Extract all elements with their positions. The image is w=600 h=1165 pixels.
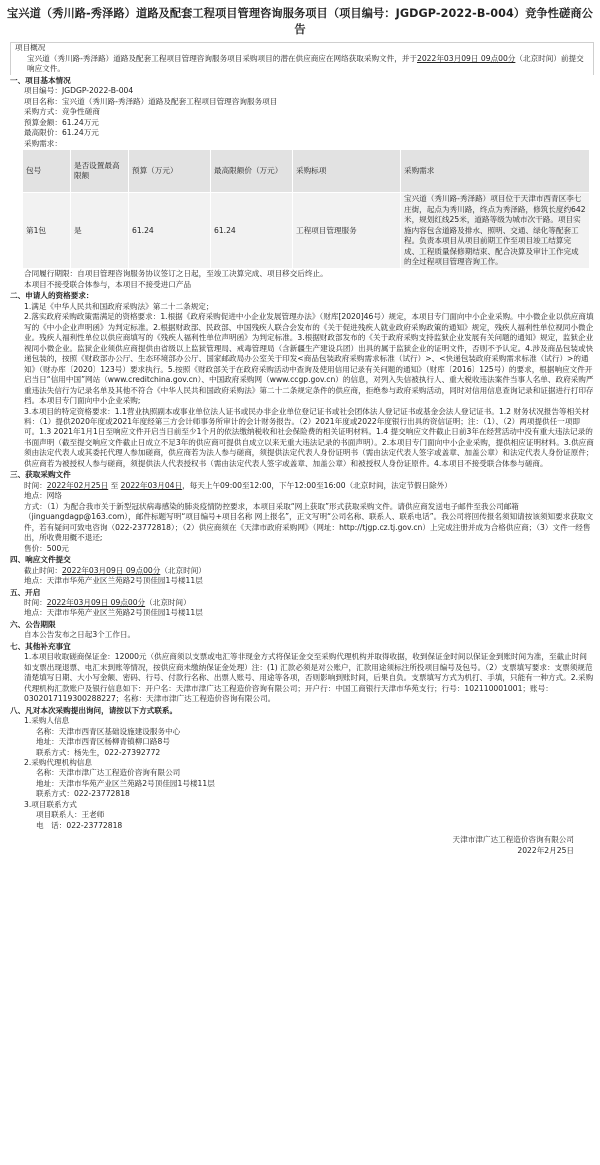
table-cell-package: 第1包	[23, 193, 71, 269]
purchaser-heading: 1.采购人信息	[24, 716, 70, 726]
purchaser-contact: 联系方式：杨先生，022-27392772	[36, 747, 161, 757]
opening-time-tz: （北京时间）	[145, 597, 191, 607]
agency-name: 名称：天津市津广达工程造价咨询有限公司	[36, 768, 181, 778]
table-header: 包号	[23, 150, 71, 193]
qualification-1: 1.满足《中华人民共和国政府采购法》第二十二条规定；	[24, 301, 214, 311]
table-header-row	[23, 150, 590, 193]
overview-box	[10, 42, 594, 74]
procurement-method: 采购方式：竞争性磋商	[24, 107, 100, 117]
project-contact-phone: 电 话：022-23772818	[36, 820, 123, 830]
notice-period: 自本公告发布之日起3个工作日。	[24, 630, 136, 640]
table-cell-need: 宝兴道（秀川路-秀泽路）项目位于天津市西青区李七庄街，起点为秀川路，终点为秀泽路，修筑长度约642米，规划红线25米，道路等级为城市次干路。项目实施内容包含道路及排水、照明、交通、绿化等配套工程。负责本项目从项目前期工作至项目竣工结算完成、工程质量保修期结束、配合决算及审计工作完成的全过程项目管理咨询工作。	[401, 193, 590, 269]
table-header: 是否设置最高限额	[71, 150, 129, 193]
submit-deadline-tz: （北京时间）	[160, 565, 206, 575]
obtain-start-date: 2022年02月25日	[46, 480, 109, 490]
submit-place: 地点：天津市华苑产业区兰苑路2号顶佳园1号楼11层	[24, 576, 203, 586]
table-cell-max: 61.24	[211, 193, 293, 269]
table-cell-item: 工程项目管理服务	[293, 193, 401, 269]
section-1-heading: 一、项目基本情况	[10, 75, 71, 85]
agency-heading: 2.采购代理机构信息	[24, 758, 92, 767]
obtain-place: 地点：网络	[24, 491, 62, 501]
needs-label: 采购需求：	[24, 138, 62, 148]
table-row	[23, 193, 590, 269]
section-8-heading: 八、凡对本次采购提出询问，请按以下方式联系。	[10, 705, 178, 715]
max-price: 最高限价：61.24万元	[24, 128, 99, 138]
table-header: 采购标项	[293, 150, 401, 193]
section-3-heading: 三、获取采购文件	[10, 470, 71, 480]
section-4-heading: 四、响应文件提交	[10, 555, 71, 565]
obtain-end-date: 2022年03月04日	[120, 480, 183, 490]
opening-place: 地点：天津市华苑产业区兰苑路2号顶佳园1号楼11层	[24, 608, 203, 618]
obtain-to: 至	[110, 480, 119, 490]
qualification-3: 3.本项目的特定资格要求：1.1营业执照副本或事业单位法人证书或民办非企业单位登记证书或社会团体法人登记证书或基金会法人登记证书。1.2 财务状况报告等相关材料：（1）提供2020年度或2021年度经第三方会计师事务所审计的会计财务报告。（2）2021年度或2022年度银行出具的资信证明；注：（1）、（2）两项提供任一项即可。1.3 2021年1月1日至响应文件开启当日前至少1个月的依法缴纳税收和社会保险费的相关证明材料。1.4 提交响应文件截止日前3年在经营活动中没有重大违法记录的书面声明（截至提交响应文件截止日成立不足3年的供应商可提供自成立以来无重大违法记录的书面声明）。2.本项目专门面向中小企业采购，提供相应证明材料。3.供应商须由法定代表人或其委托代理人参加磋商，供应商若为法人参与磋商，须提供法定代表人身份证明书（需由法定代表人签字或盖章、加盖公章）和法定代表人身份证原件；供应商若为被授权人参与磋商，须提供法人代表授权书（需由法定代表人签字或盖章、加盖公章）和被授权人身份证原件。4.本项目不接受联合体参与磋商。	[24, 406, 594, 468]
overview-text-2: （北京时间）前提交响应文件。	[27, 53, 584, 74]
table-header: 采购需求	[401, 150, 590, 193]
table-header: 最高限额价（万元）	[211, 150, 293, 193]
table-header: 预算（万元）	[129, 150, 211, 193]
submit-deadline-value: 2022年03月09日 09点00分	[61, 565, 161, 575]
obtain-time	[10, 481, 594, 491]
opening-time	[10, 598, 594, 608]
project-contact-heading: 3.项目联系方式	[24, 799, 77, 809]
footer-date: 2022年2月25日	[517, 845, 574, 855]
overview-deadline: 2022年03月09日 09点00分	[417, 53, 516, 63]
submit-deadline-label: 截止时间：	[24, 565, 62, 575]
opening-time-value: 2022年03月09日 09点00分	[46, 597, 146, 607]
table-cell-has-limit: 是	[71, 193, 129, 269]
project-number: 项目编号：JGDGP-2022-B-004	[24, 86, 134, 96]
obtain-time-rest: ，每天上午09:00至12:00，下午12:00至16:00（北京时间，法定节假日除外）	[182, 480, 452, 490]
overview-label: 项目概况	[15, 43, 46, 53]
agency-address: 地址：天津市华苑产业区兰苑路2号顶佳园1号楼11层	[36, 778, 215, 788]
submit-deadline	[10, 566, 594, 576]
obtain-time-label: 时间：	[24, 480, 47, 490]
section-6-heading: 六、公告期限	[10, 619, 56, 629]
supplementary-info: 1.本项目收取磋商保证金：12000元（供应商须以支票或电汇等非现金方式将保证金交至采购代理机构并取得收据，收到保证金时间以保证金到账时间为准，至截止时间如支票出现退票、电汇未到账等情况，按供应商未缴纳保证金处理）注：(1) 汇款必须是对公账户，汇款用途须标注所投项目编号及包号。（2）支票填写要求：支票须规范清楚填写日期、大小写金额、密码、行号、付款行名称、出票人账号、用途等各项，否则影响到账时间，后果自负。支票填写方式为机打、手填，只能有一种方式。2.采购代理机构汇款账户及银行信息如下：开户名：天津市津广达工程造价咨询有限公司；开户行：中国工商银行天津市华苑支行；行号：102110001001；账号：0302017119300288227；名称：天津市津广达工程造价咨询有限公司。	[24, 652, 594, 704]
footer-organization: 天津市津广达工程造价咨询有限公司	[452, 835, 574, 845]
section-7-heading: 七、其他补充事宜	[10, 641, 71, 651]
section-2-heading: 二、申请人的资格要求：	[10, 291, 94, 301]
contract-term: 合同履行期限：自项目管理咨询服务协议签订之日起，至竣工决算完成、项目移交后终止。	[24, 269, 328, 279]
qualification-2: 2.落实政府采购政策需满足的资格要求：1.根据《政府采购促进中小企业发展管理办法》（财库[2020]46号）规定，本项目专门面向中小企业采购。中小微企业以供应商填写的《中小企业声明函》为判定标准。2.根据财政部、民政部、中国残疾人联合会发布的《关于促进残疾人就业政府采购政策的通知》规定，残疾人福利性单位视同小微企业。残疾人福利性单位以供应商填写的《残疾人福利性单位声明函》为判定标准。3.根据财政部发布的《关于政府采购支持监狱企业发展有关问题的通知》规定，监狱企业视同小微企业。监狱企业须供应商提供由省级以上监狱管理局、戒毒管理局（含新疆生产建设兵团）出具的属于监狱企业的证明文件，否则不予认定。4.涉及商品包装或快递包装的，按照《财政部办公厅、生态环境部办公厅、国家邮政局办公室关于印发<商品包装政府采购需求标准（试行）>、<快递包装政府采购需求标准（试行）>的通知》（财办库〔2020〕123号）要求执行。5.按照《财政部关于在政府采购活动中查询及使用信用记录有关问题的通知》（财库〔2016〕125号）的要求，根据响应文件开启当日“信用中国”网站（www.creditchina.gov.cn）、中国政府采购网（www.ccgp.gov.cn）的信息，对列入失信被执行人、重大税收违法案件当事人名单、政府采购严重违法失信行为记录名单及其他不符合《中华人民共和国政府采购法》第二十二条规定条件的供应商，拒绝参与政府采购活动，同时对信用信息查询记录和证据进行打印存档。本项目专门面向中小企业采购;	[24, 312, 594, 406]
overview-text	[15, 54, 589, 75]
document-price: 售价：500元	[24, 543, 69, 553]
purchaser-name: 名称：天津市西青区基础设施建设服务中心	[36, 726, 181, 736]
section-5-heading: 五、开启	[10, 587, 41, 597]
table-cell-budget: 61.24	[129, 193, 211, 269]
notice-content	[0, 42, 600, 856]
agency-contact: 联系方式：022-23772818	[36, 789, 130, 799]
page-title: 宝兴道（秀川路-秀泽路）道路及配套工程项目管理咨询服务项目（项目编号：JGDGP-2022-B-004）竞争性磋商公告	[7, 7, 593, 37]
budget-amount: 预算金额：61.24万元	[24, 117, 99, 127]
requirements-table	[22, 149, 590, 269]
project-contact-person: 项目联系人：王老师	[36, 810, 105, 820]
overview-text-1: 宝兴道（秀川路-秀泽路）道路及配套工程项目管理咨询服务项目采购项目的潜在供应商应在网络获取采购文件，并于	[27, 53, 418, 63]
project-name: 项目名称：宝兴道（秀川路-秀泽路）道路及配套工程项目管理咨询服务项目	[24, 96, 278, 106]
consortium-note: 本项目不接受联合体参与，本项目不接受进口产品	[24, 279, 192, 289]
opening-time-label: 时间：	[24, 597, 47, 607]
purchaser-address: 地址：天津市西青区杨柳青镇柳口路8号	[36, 737, 170, 747]
obtain-method: 方式：（1）为配合我市关于新型冠状病毒感染的肺炎疫情防控要求，本项目采取“网上获取”形式获取采购文件。请供应商发送电子邮件至我公司邮箱（jinguangdagp@163.com），邮件标题写明“项目编号+项目名称 网上报名”，正文写明“公司名称、联系人、联系电话”。我公司将回传报名须知请按该须知要求获取文件，若有疑问可致电咨询（022-23772818）；（2）供应商须在《天津市政府采购网》（网址：http://tjgp.cz.tj.gov.cn）上完成注册并成为合格供应商；（3）文件一经售出，所收费用概不退还;	[24, 501, 594, 543]
